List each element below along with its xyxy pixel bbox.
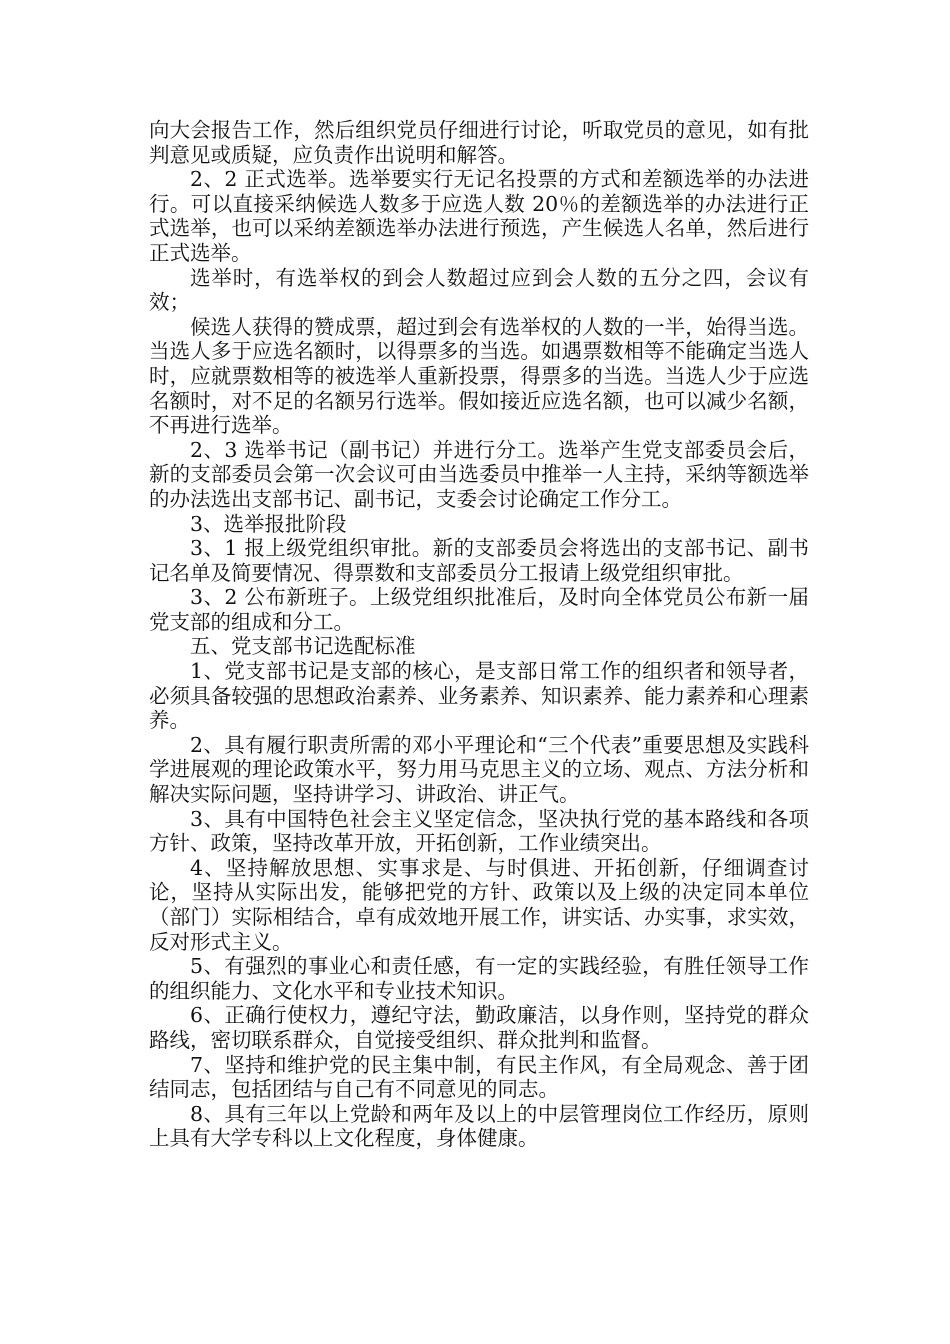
list-item-standard-7: 7、坚持和维护党的民主集中制，有民主作风，有全局观念、善于团结同志，包括团结与自己有不同意见的同志。 xyxy=(149,1052,809,1102)
paragraph-continuation: 向大会报告工作，然后组织党员仔细进行讨论，听取党员的意见，如有批判意见或质疑，应负责作出说明和解答。 xyxy=(149,118,809,167)
list-item-standard-8: 8、具有三年以上党龄和两年及以上的中层管理岗位工作经历，原则上具有大学专科以上文化程度，身体健康。 xyxy=(149,1101,809,1151)
paragraph-announce-team: 3、2 公布新班子。上级党组织批准后，及时向全体党员公布新一届党支部的组成和分工。 xyxy=(149,585,809,634)
paragraph-elect-secretary: 2、3 选举书记（副书记）并进行分工。选举产生党支部委员会后，新的支部委员会第一次会议可由当选委员中推举一人主持，采纳等额选举的办法选出支部书记、副书记，支委会讨论确定工作分工。 xyxy=(149,437,809,511)
list-item-standard-2: 2、具有履行职责所需的邓小平理论和“三个代表”重要思想及实践科学进展观的理论政策水平，努力用马克思主义的立场、观点、方法分析和解决实际问题，坚持讲学习、讲政治、讲正气。 xyxy=(149,732,809,807)
heading-secretary-standards: 五、党支部书记选配标准 xyxy=(190,634,416,659)
heading-approval-stage: 3、选举报批阶段 xyxy=(190,511,347,536)
paragraph-formal-election: 2、2 正式选举。选举要实行无记名投票的方式和差额选举的办法进行。可以直接采纳候选人数多于应选人数 20％的差额选举的办法进行正式选举，也可以采纳差额选举办法进行预选，产生候选人名单，然后进行正式选举。 xyxy=(149,167,809,265)
list-item-standard-4: 4、坚持解放思想、实事求是、与时俱进、开拓创新，仔细调查讨论，坚持从实际出发，能够把党的方针、政策以及上级的决定同本单位（部门）实际相结合，卓有成效地开展工作，讲实话、办实事，求实效，反对形式主义。 xyxy=(149,855,809,954)
list-item-standard-6: 6、正确行使权力，遵纪守法，勤政廉洁，以身作则，坚持党的群众路线，密切联系群众，自觉接受组织、群众批判和监督。 xyxy=(149,1003,809,1052)
list-item-standard-1: 1、党支部书记是支部的核心，是支部日常工作的组织者和领导者，必须具备较强的思想政治素养、业务素养、知识素养、能力素养和心理素养。 xyxy=(149,659,809,733)
paragraph-quorum: 选举时，有选举权的到会人数超过应到会人数的五分之四，会议有效； xyxy=(149,265,809,315)
list-item-standard-3: 3、具有中国特色社会主义坚定信念，坚决执行党的基本路线和各项方针、政策，坚持改革开放，开拓创新，工作业绩突出。 xyxy=(149,806,809,856)
document-page xyxy=(149,118,809,1151)
list-item-standard-5: 5、有强烈的事业心和责任感，有一定的实践经验，有胜任领导工作的组织能力、文化水平和专业技术知识。 xyxy=(149,954,809,1003)
paragraph-vote-rules: 候选人获得的赞成票，超过到会有选举权的人数的一半，始得当选。当选人多于应选名额时，以得票多的当选。如遇票数相等不能确定当选人时，应就票数相等的被选举人重新投票，得票多的当选。当选人少于应选名额时，对不足的名额另行选举。假如接近应选名额，也可以减少名额，不再进行选举。 xyxy=(149,314,809,438)
paragraph-report-approval: 3、1 报上级党组织审批。新的支部委员会将选出的支部书记、副书记名单及简要情况、得票数和支部委员分工报请上级党组织审批。 xyxy=(149,536,809,585)
